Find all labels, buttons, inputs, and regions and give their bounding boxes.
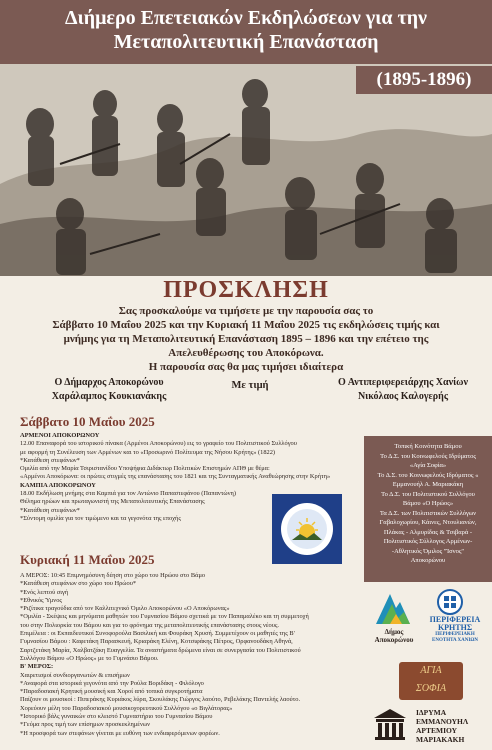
invitation-heading: ΠΡΟΣΚΛΗΣΗ [163,277,329,303]
co-organizer-line: Τοπική Κοινότητα Βάμου [394,443,462,450]
region-label-line: ΠΕΡΙΦΕΡΕΙΑ [429,615,481,624]
region-label-line: ΠΕΡΙΦΕΡΕΙΑΚΗ [435,632,475,637]
region-label-line: ΕΝΟΤΗΤΑ ΧΑΝΙΩΝ [432,638,478,643]
co-organizer-line: Τα Δ.Σ. των Πολιτιστικών Συλλόγων [379,509,477,517]
historical-photo-icon [0,64,492,276]
region-label [420,616,490,644]
day1-title: Σάββατο 10 Μαΐου 2025 [20,414,155,429]
dimos-label-line: Δήμος [384,628,404,636]
region-crete-emblem-icon [436,588,464,616]
day2-line: του στην Πολιορκία του Βάμου και για το φρόνημα της μεταπολιτευτικής επανάστασης στους νέους. [20,621,280,629]
foundation-label [416,708,488,744]
day2-line: Χορεύουν μέλη του Παραδοσιακού μουσικοχορευτικού Συλλόγου «ο Βιγλάτορας» [20,704,233,712]
foundation-building-icon [372,706,408,742]
historical-photo [0,64,492,276]
co-organizer-line: Πολιτιστικός Σύλλογος Αρμένων- [383,538,473,545]
co-organizer-line: Γαβαλοχωρίου, Κάινες, Ντουλιανών, [379,519,477,526]
day2-title: Κυριακή 11 Μαΐου 2025 [20,552,155,567]
dimos-label-line: Αποκορώνου [374,636,414,644]
day2-line: *Γεύμα προς τιμή των επίσημων προσκεκλημένων [20,721,150,729]
mayor-signature [34,376,184,404]
co-organizer-line: Εμμανουήλ Α. Μαριακάκη [392,481,464,488]
day2-line: *Εθνικός Ύμνος [20,596,62,604]
day2-line: Γυμνασίου Βάμου : Καφετάκη Παρασκευή, Κριαράκη Ελένη, Κοτσιφάκης Πέτρος, Ορφανουδάκη Αθηνά, [20,638,293,646]
day2-line: *Ριζίτικα τραγούδια από τον Καλλιτεχνικό Όμιλο Αποκορώνου «Ο Αποκόρωνας» [20,605,230,613]
day1-line: *Σύντομη ομιλία για τον τιμώμενο και τα γεγονότα της εποχής [20,514,181,522]
co-organizer-line: Το Δ.Σ. του Κοινωφελούς Ιδρύματος [380,452,476,460]
co-organizer-line: Βάμου «Ο Ηρώος» [402,500,454,507]
invitation-line: μνήμης για τη Μεταπολιτευτική Επανάσταση 1895 – 1896 και την επέτειο της [63,333,429,345]
day2-program-part-1 [20,572,360,738]
co-organizer-line: -Αθλητικός Όμιλος "Ίσνος" [391,547,465,555]
vice-governor-name: Νικόλαος Καλογερής [357,391,449,402]
co-organizers-panel [364,436,492,582]
vice-governor-title: Ο Αντιπεριφερειάρχης Χανίων [338,377,468,388]
day2-line: *Η προσφορά των στεφάνων γίνεται με ευθύνη των ενδιαφερόμενων φορέων. [20,729,220,737]
day1-line: Θέλημα ηρώων και πρωταγωνιστή της Μεταπολιτευτικής Επανάστασης [20,498,205,506]
day1-line: Ομιλία από την Μαρία Τσιριστανίδου Υποψήφια Διδάκτωρ Πολιτικών Επιστημών ΑΠΘ με θέμα: [20,465,270,473]
foundation-label-line: ΜΑΡΙΑΚΑΚΗ [416,735,465,744]
invitation-text [40,304,452,374]
foundation-label-line: ΕΜΜΑΝΟΥΗΛ [416,717,469,726]
day1-line: *Κατάθεση στεφάνων* [20,456,80,464]
poster-title [0,6,492,54]
header-band [0,0,492,64]
apokoronas-logo-icon [370,588,416,628]
invitation-line: Απελευθέρωσης του Αποκόρωνα. [168,347,324,359]
day2-line: Α ΜΕΡΟΣ: 10:45 Επιμνημόσυνη δέηση στο χώρο του Ηρώου στο Βάμο [20,572,206,579]
day2-line: *Κατάθεση στεφάνων στο χώρο του Ηρώου* [20,580,137,588]
invitation-line: Σας προσκαλούμε να τιμήσετε με την παρουσία σας το [118,305,374,317]
years-badge: (1895-1896) [356,66,492,94]
day1-place-2: ΚΑΜΠΙΑ ΑΠΟΚΟΡΩΝΟΥ [20,481,96,489]
day2-line: Επιμέλεια : οι Εκπαιδευτικοί Συνοφορούλα Βασιλική και Φουράκη Χρυσή. Συμμετέχουν οι μαθητές της Β' [20,630,295,638]
day1-line: 18.00 Εκδήλωση μνήμης στα Καμπιά για τον Αντώνιο Παπαστεφάνου (Παπαντώνη) [20,490,236,498]
foundation-label-line: ΑΡΤΕΜΙΟΥ [416,726,458,735]
invitation-line: Σάββατο 10 Μαΐου 2025 και την Κυριακή 11 Μαΐου 2025 τις εκδηλώσεις τιμής και [52,319,440,331]
title-line-1: Διήμερο Επετειακών Εκδηλώσεων για την [65,7,427,29]
co-organizer-line: Αποκορώνου [410,557,446,564]
vice-governor-signature [318,376,488,404]
day2-line: *Παραδοσιακή Κρητική μουσική και Χοροί από τοπικά συγκροτήματα [20,688,203,696]
day2-line: Χαιρετισμοί συνδιοργανωτών & επισήμων [20,671,130,679]
municipal-emblem-icon [272,494,342,564]
title-line-2: Μεταπολιτευτική Επανάσταση [113,31,379,53]
agia-sofia-line: ΣΟΦΙΑ [415,683,447,694]
day1-place-1: ΑΡΜΕΝΟΙ ΑΠΟΚΟΡΩΝΟΥ [20,432,100,439]
foundation-label-line: ΙΔΡΥΜΑ [416,708,447,717]
co-organizer-line: Πλάκας - Αλμυρίδας & Τσιβαρά - [383,528,473,536]
co-organizer-line: Το Δ.Σ. του Κοινωφελούς Ιδρύματος « [377,471,479,479]
day2-line: *Ομιλία - Σκέψεις και μηνύματα μαθητών του Γυμνασίου Βάμου σχετικά με τον Παπαμαλέκο και τη συμμετοχή [20,613,309,621]
mayor-title: Ο Δήμαρχος Αποκορώνου [54,377,164,388]
mayor-name: Χαράλαμπος Κουκιανάκης [51,391,167,402]
honor-text: Με τιμή [231,380,269,391]
dimos-label [366,628,422,644]
region-label-line: ΚΡΗΤΗΣ [437,623,473,632]
day2-line: *Ιστορικό βάλς γυναικών στο κλειστό Γυμναστήριο του Γυμνασίου Βάμου [20,713,213,721]
day2-line: Β' ΜΕΡΟΣ: [20,663,54,671]
day2-line: Παίζουν οι μουσικοί : Πιπεράκης Κυριάκος λύρα, Σκουλάκης Γιώργος λαούτο, Ρεβελάκης Παντελής λαούτο. [20,696,301,704]
day2-line: *Αναφορά στα ιστορικά γεγονότα από την Ρούλα Βοριδάκη - Φιλόλογο [20,679,204,687]
day1-line: 12.00 Επαναφορά του ιστορικού πίνακα (Αρμένοι Αποκορώνου) εις το γραφείο του Πολιτιστικού Συλλόγου [20,440,297,448]
day2-line: Σαρτζετάκη Μαρία, Χαλβατζάκη Ευαγγελία. Τα αναστήματα δρώμενα είναι σε συνεργασία του Πολιτιστικού [20,646,301,654]
day1-line: με αφορμή τη Συνέλευση των Αρμένων και το «Προσωρινό Πολίτευμα της Νήσου Κρήτης» (1822) [20,448,276,456]
co-organizer-line: «Αγία Σοφία» [409,462,447,469]
agia-sofia-line: ΑΓΙΑ [420,665,442,676]
day2-line: *Ενός λεπτού σιγή [20,588,69,596]
invitation-line: Η παρουσία σας θα μας τιμήσει ιδιαίτερα [148,361,344,373]
day1-line: «Αρμένοι Αποκόρωνα: οι πρώτες στιγμές της επανάστασης του 1821 και της Συνταγματικής Αναθεώρησης στην Κρήτη» [20,473,331,481]
day2-line: Συλλόγου Βάμου «Ο Ηρώος» με το Γυμνάσιο Βάμου. [20,654,159,662]
agia-sofia-logo [399,662,463,700]
co-organizer-line: Το Δ.Σ. του Πολιτιστικού Συλλόγου [381,490,475,498]
day1-line: *Κατάθεση στεφάνων* [20,506,80,514]
